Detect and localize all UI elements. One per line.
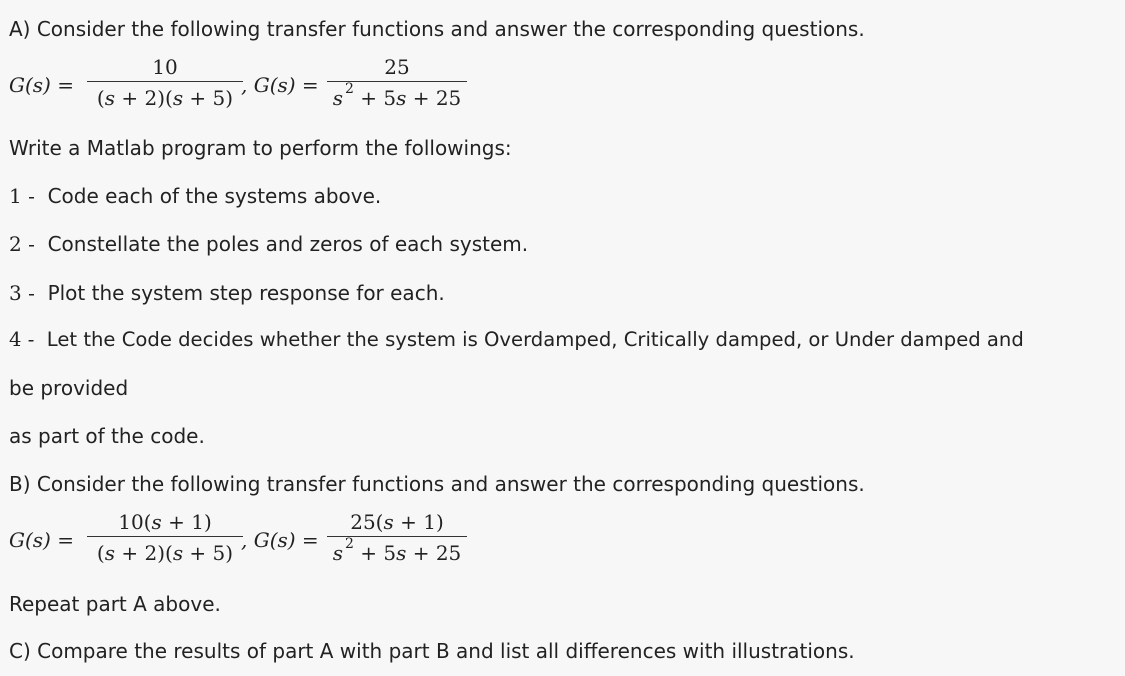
part-b-intro: B) Consider the following transfer functions and answer the corresponding questions.: [9, 472, 865, 496]
list-item-4: 4 - Let the Code decides whether the system is Overdamped, Critically damped, or Under damped and: [9, 328, 1024, 351]
part-b-f1-denominator: (s + 2)(s + 5): [96, 541, 234, 565]
list-item-4-continuation-2: as part of the code.: [9, 424, 205, 448]
part-a-f1-numerator: 10: [152, 55, 178, 79]
fraction-bar: [87, 536, 243, 537]
part-b-fraction-1: [87, 510, 243, 565]
part-b-f1-numerator: 10(s + 1): [118, 510, 212, 534]
list-item-1: 1 - Code each of the systems above.: [9, 184, 382, 208]
part-a-f2-denominator: s $^2$ + 5s + 25: [332, 81, 462, 110]
part-a-fraction-1: [87, 55, 243, 110]
part-a-intro: A) Consider the following transfer functions and answer the corresponding questions.: [9, 17, 865, 41]
list-item-4-continuation: be provided: [9, 376, 129, 400]
part-c-text: C) Compare the results of part A with part B and list all differences with illustrations.: [9, 639, 855, 663]
part-b-fraction-2: [327, 510, 467, 568]
part-b-g2-label: , G(s) =: [241, 528, 319, 552]
list-item-2: 2 - Constellate the poles and zeros of each system.: [9, 232, 529, 256]
part-a-f2-numerator: 25: [384, 55, 410, 79]
fraction-bar: [87, 81, 243, 82]
part-b-f2-denominator: s $^2$ + 5s + 25: [332, 536, 462, 565]
part-a-f1-denominator: (s + 2)(s + 5): [96, 86, 234, 110]
part-b-g1-label: G(s) =: [9, 528, 74, 552]
part-b-equations: [9, 510, 469, 580]
part-a-equations: [9, 55, 469, 125]
part-a-g1-label: G(s) =: [9, 73, 74, 97]
part-a-fraction-2: [327, 55, 467, 113]
list-item-3: 3 - Plot the system step response for each.: [9, 281, 445, 305]
part-a-instruction: Write a Matlab program to perform the followings:: [9, 136, 512, 160]
part-b-f2-numerator: 25(s + 1): [350, 510, 444, 534]
part-a-g2-label: , G(s) =: [241, 73, 319, 97]
part-b-repeat: Repeat part A above.: [9, 592, 221, 616]
